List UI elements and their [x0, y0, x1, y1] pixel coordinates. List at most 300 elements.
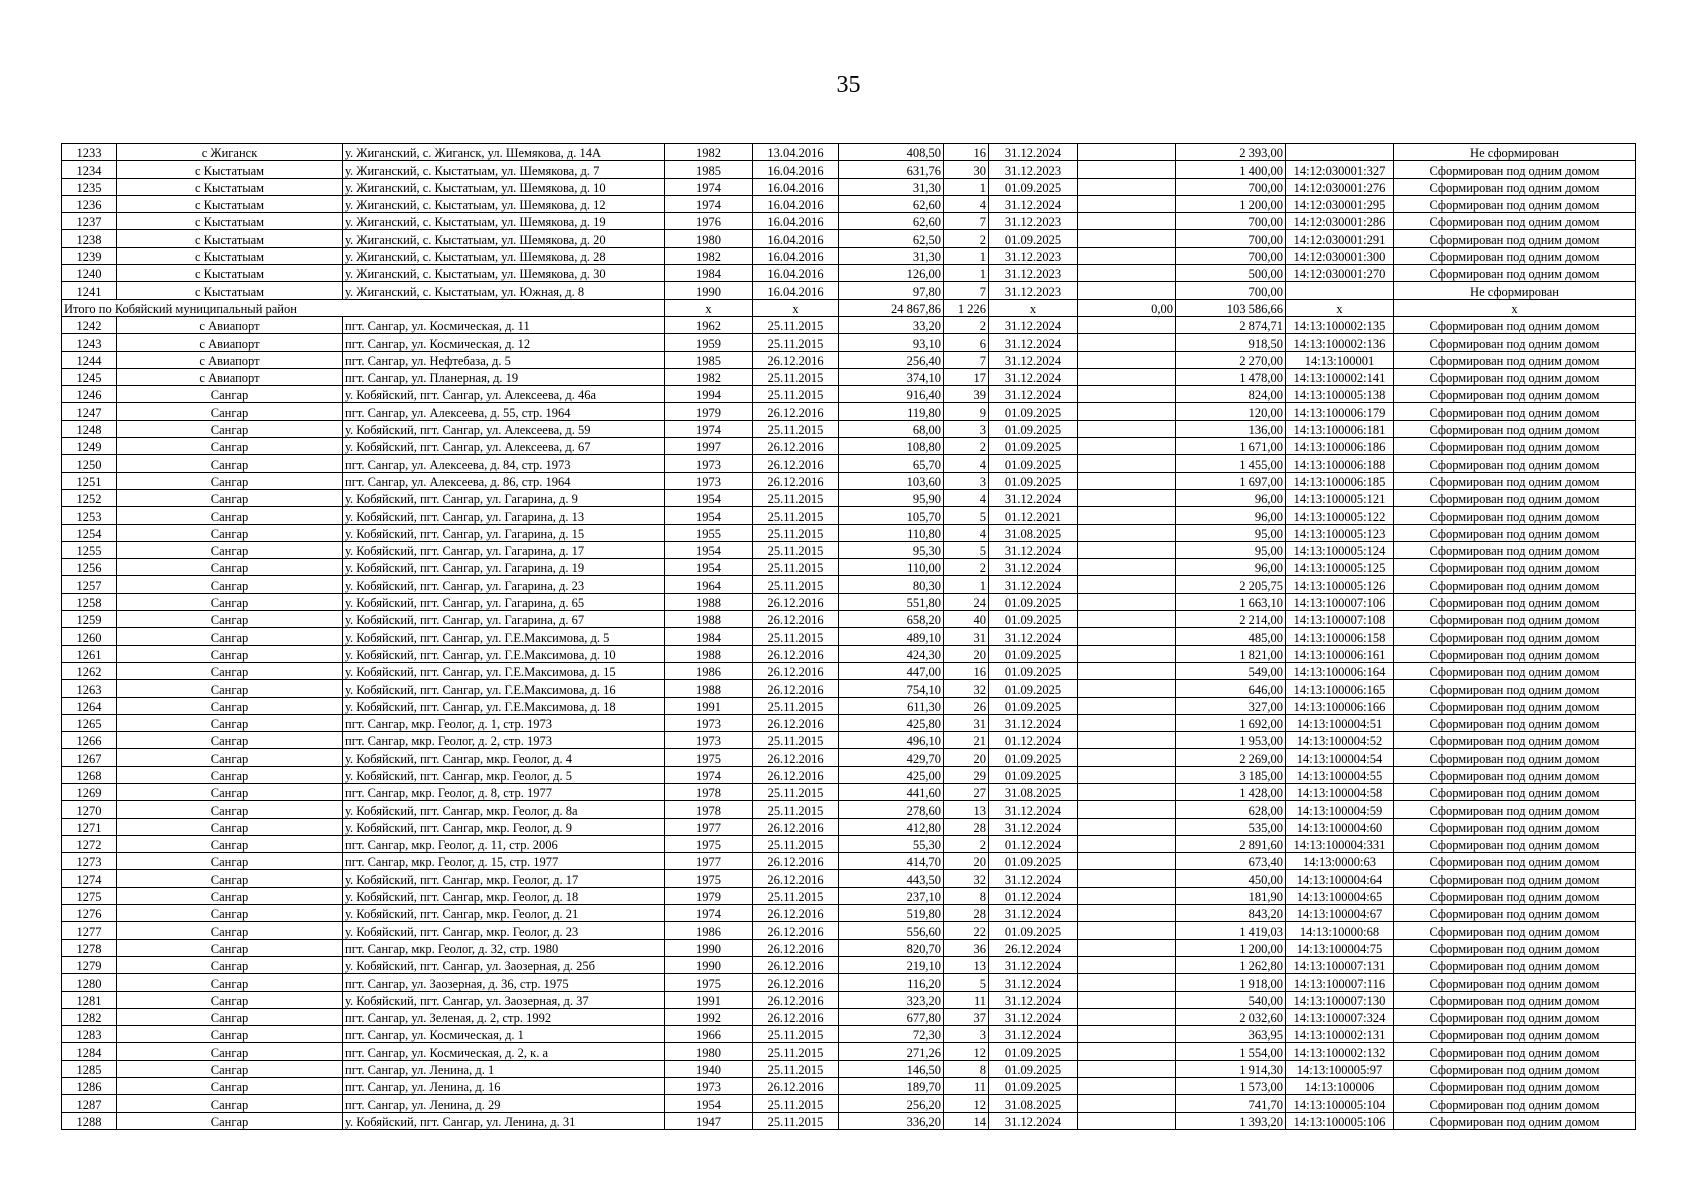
cell-settlement: Сангар [117, 455, 343, 472]
cell-empty-col [1078, 524, 1176, 541]
cell-row-number: 1282 [62, 1008, 117, 1025]
cell-cost: 549,00 [1176, 662, 1286, 679]
cell-area: 256,40 [839, 351, 944, 368]
cell-empty-col [1078, 697, 1176, 714]
table-row [62, 386, 1636, 403]
cell-address: у. Кобяйский, пгт. Сангар, ул. Г.Е.Максимова, д. 16 [343, 680, 665, 697]
cell-recognition-date: 25.11.2015 [753, 334, 839, 351]
cell-land-status: Сформирован под одним домом [1394, 749, 1636, 766]
housing-register-table [61, 143, 1636, 1130]
cell-area: 108,80 [839, 438, 944, 455]
cell-residents: 2 [944, 559, 989, 576]
table-row [62, 714, 1636, 731]
cell-year-built: 1975 [665, 974, 753, 991]
cell-land-status: Сформирован под одним домом [1394, 766, 1636, 783]
table-row [62, 922, 1636, 939]
cell-recognition-date: 26.12.2016 [753, 922, 839, 939]
cell-residents: 6 [944, 334, 989, 351]
cell-address: у. Кобяйский, пгт. Сангар, ул. Г.Е.Максимова, д. 5 [343, 628, 665, 645]
cell-year-built: 1962 [665, 316, 753, 333]
cell-land-status: Сформирован под одним домом [1394, 213, 1636, 230]
cell-year-built: 1984 [665, 628, 753, 645]
cell-year-built: 1974 [665, 420, 753, 437]
cell-empty-col [1078, 887, 1176, 904]
cell-resettlement-term: 31.12.2024 [989, 714, 1078, 731]
cell-cadastral-number: 14:13:100006:186 [1286, 438, 1394, 455]
cell-land-status: Сформирован под одним домом [1394, 1060, 1636, 1077]
cell-resettlement-term: 01.09.2025 [989, 472, 1078, 489]
cell-cadastral-number: 14:13:100007:324 [1286, 1008, 1394, 1025]
cell-cost: 1 918,00 [1176, 974, 1286, 991]
table-row [62, 541, 1636, 558]
cell-empty-col [1078, 1078, 1176, 1095]
cell-cost: 2 270,00 [1176, 351, 1286, 368]
cell-empty-col [1078, 507, 1176, 524]
cell-area: 68,00 [839, 420, 944, 437]
cell-area: 62,60 [839, 195, 944, 212]
cell-recognition-date: 25.11.2015 [753, 1112, 839, 1129]
cell-land-status: Сформирован под одним домом [1394, 732, 1636, 749]
table-row [62, 438, 1636, 455]
cell-residents: 32 [944, 870, 989, 887]
cell-residents: 17 [944, 368, 989, 385]
cell-row-number: 1275 [62, 887, 117, 904]
cell-year-built: 1994 [665, 386, 753, 403]
cell-row-number: 1272 [62, 835, 117, 852]
cell-empty-col [1078, 783, 1176, 800]
cell-land-status: Сформирован под одним домом [1394, 316, 1636, 333]
cell-settlement: Сангар [117, 766, 343, 783]
cell-address: у. Кобяйский, пгт. Сангар, ул. Г.Е.Максимова, д. 10 [343, 645, 665, 662]
cell-year-built: 1988 [665, 645, 753, 662]
cell-resettlement-term: 01.09.2025 [989, 662, 1078, 679]
cell-settlement: Сангар [117, 714, 343, 731]
cell-cadastral-number: 14:13:100006:166 [1286, 697, 1394, 714]
table-row [62, 835, 1636, 852]
cell-address: у. Жиганский, с. Кыстатыам, ул. Шемякова, д. 10 [343, 178, 665, 195]
cell-row-number: 1264 [62, 697, 117, 714]
cell-address: у. Кобяйский, пгт. Сангар, ул. Гагарина, д. 15 [343, 524, 665, 541]
cell-year-built: 1982 [665, 247, 753, 264]
cell-empty-col [1078, 455, 1176, 472]
cell-residents: 1 [944, 576, 989, 593]
cell-row-number: 1251 [62, 472, 117, 489]
cell-year-built: 1988 [665, 680, 753, 697]
cell-address: пгт. Сангар, мкр. Геолог, д. 2, стр. 1973 [343, 732, 665, 749]
cell-cost: 700,00 [1176, 247, 1286, 264]
cell-area: 62,60 [839, 213, 944, 230]
cell-cost: 2 032,60 [1176, 1008, 1286, 1025]
cell-cost: 1 200,00 [1176, 195, 1286, 212]
cell-residents: 1 [944, 247, 989, 264]
cell-land-status: Сформирован под одним домом [1394, 472, 1636, 489]
cell-cost: 450,00 [1176, 870, 1286, 887]
cell-empty-col [1078, 801, 1176, 818]
cell-settlement: Сангар [117, 870, 343, 887]
cell-row-number: 1253 [62, 507, 117, 524]
cell-cadastral-number: 14:13:100005:124 [1286, 541, 1394, 558]
cell-year-built: 1954 [665, 489, 753, 506]
cell-empty-col [1078, 576, 1176, 593]
cell-year-built: 1985 [665, 351, 753, 368]
cell-settlement: Сангар [117, 801, 343, 818]
cell-settlement: Сангар [117, 645, 343, 662]
cell-recognition-date: 16.04.2016 [753, 265, 839, 282]
cell-land-status: Сформирован под одним домом [1394, 628, 1636, 645]
table-row [62, 628, 1636, 645]
cell-recognition-date: 25.11.2015 [753, 1060, 839, 1077]
cell-area: 412,80 [839, 818, 944, 835]
cell-cost: 1 821,00 [1176, 645, 1286, 662]
cell-land-status: Сформирован под одним домом [1394, 559, 1636, 576]
cell-empty-col [1078, 870, 1176, 887]
cell-area: 429,70 [839, 749, 944, 766]
table-row [62, 576, 1636, 593]
cell-resettlement-term: 31.12.2023 [989, 247, 1078, 264]
cell-cost: 96,00 [1176, 507, 1286, 524]
cell-cadastral-number: 14:13:100001 [1286, 351, 1394, 368]
total-status: x [1394, 299, 1636, 316]
cell-area: 80,30 [839, 576, 944, 593]
cell-resettlement-term: 01.09.2025 [989, 922, 1078, 939]
cell-year-built: 1980 [665, 1043, 753, 1060]
cell-residents: 7 [944, 282, 989, 299]
cell-settlement: Сангар [117, 1078, 343, 1095]
cell-residents: 1 [944, 178, 989, 195]
cell-row-number: 1281 [62, 991, 117, 1008]
cell-recognition-date: 26.12.2016 [753, 818, 839, 835]
cell-settlement: Сангар [117, 1008, 343, 1025]
cell-empty-col [1078, 265, 1176, 282]
cell-area: 31,30 [839, 178, 944, 195]
table-row [62, 611, 1636, 628]
cell-row-number: 1268 [62, 766, 117, 783]
cell-recognition-date: 26.12.2016 [753, 939, 839, 956]
table-row [62, 749, 1636, 766]
cell-area: 631,76 [839, 161, 944, 178]
cell-row-number: 1236 [62, 195, 117, 212]
cell-year-built: 1947 [665, 1112, 753, 1129]
table-body-kobyaysky [62, 316, 1636, 1129]
cell-cadastral-number: 14:12:030001:270 [1286, 265, 1394, 282]
cell-area: 489,10 [839, 628, 944, 645]
cell-settlement: Сангар [117, 749, 343, 766]
cell-resettlement-term: 01.09.2025 [989, 1043, 1078, 1060]
cell-year-built: 1974 [665, 766, 753, 783]
cell-recognition-date: 26.12.2016 [753, 1078, 839, 1095]
cell-empty-col [1078, 1026, 1176, 1043]
table-row [62, 783, 1636, 800]
cell-empty-col [1078, 680, 1176, 697]
cell-residents: 26 [944, 697, 989, 714]
cell-recognition-date: 26.12.2016 [753, 438, 839, 455]
cell-resettlement-term: 01.09.2025 [989, 403, 1078, 420]
table-row [62, 282, 1636, 299]
cell-settlement: Сангар [117, 420, 343, 437]
cell-recognition-date: 25.11.2015 [753, 489, 839, 506]
cell-residents: 20 [944, 749, 989, 766]
cell-settlement: с Кыстатыам [117, 265, 343, 282]
cell-land-status: Сформирован под одним домом [1394, 680, 1636, 697]
cell-resettlement-term: 01.12.2021 [989, 507, 1078, 524]
cell-area: 443,50 [839, 870, 944, 887]
cell-cost: 918,50 [1176, 334, 1286, 351]
cell-settlement: с Авиапорт [117, 334, 343, 351]
cell-area: 93,10 [839, 334, 944, 351]
cell-resettlement-term: 01.09.2025 [989, 1078, 1078, 1095]
cell-area: 146,50 [839, 1060, 944, 1077]
cell-residents: 3 [944, 472, 989, 489]
cell-recognition-date: 25.11.2015 [753, 386, 839, 403]
table-row [62, 178, 1636, 195]
cell-area: 65,70 [839, 455, 944, 472]
cell-resettlement-term: 01.09.2025 [989, 420, 1078, 437]
table-row [62, 316, 1636, 333]
cell-cadastral-number: 14:13:100005:126 [1286, 576, 1394, 593]
table-row [62, 489, 1636, 506]
cell-land-status: Сформирован под одним домом [1394, 1026, 1636, 1043]
cell-year-built: 1985 [665, 161, 753, 178]
cell-empty-col [1078, 645, 1176, 662]
cell-cadastral-number: 14:13:100004:67 [1286, 905, 1394, 922]
cell-year-built: 1973 [665, 1078, 753, 1095]
cell-cadastral-number: 14:13:100005:123 [1286, 524, 1394, 541]
cell-settlement: Сангар [117, 1060, 343, 1077]
cell-row-number: 1241 [62, 282, 117, 299]
cell-cost: 136,00 [1176, 420, 1286, 437]
table-row [62, 195, 1636, 212]
cell-cadastral-number: 14:12:030001:286 [1286, 213, 1394, 230]
cell-cadastral-number [1286, 144, 1394, 161]
cell-settlement: с Авиапорт [117, 368, 343, 385]
cell-row-number: 1280 [62, 974, 117, 991]
cell-resettlement-term: 31.12.2024 [989, 489, 1078, 506]
cell-residents: 16 [944, 144, 989, 161]
cell-area: 126,00 [839, 265, 944, 282]
cell-cost: 741,70 [1176, 1095, 1286, 1112]
table-row [62, 334, 1636, 351]
cell-land-status: Сформирован под одним домом [1394, 645, 1636, 662]
cell-empty-col [1078, 541, 1176, 558]
cell-row-number: 1243 [62, 334, 117, 351]
cell-cadastral-number: 14:12:030001:295 [1286, 195, 1394, 212]
cell-year-built: 1978 [665, 783, 753, 800]
cell-row-number: 1263 [62, 680, 117, 697]
cell-land-status: Сформирован под одним домом [1394, 161, 1636, 178]
cell-area: 414,70 [839, 853, 944, 870]
cell-row-number: 1273 [62, 853, 117, 870]
total-label: Итого по Кобяйский муниципальный район [62, 299, 665, 316]
cell-land-status: Сформирован под одним домом [1394, 230, 1636, 247]
table-row [62, 403, 1636, 420]
cell-year-built: 1973 [665, 714, 753, 731]
cell-residents: 12 [944, 1095, 989, 1112]
cell-recognition-date: 25.11.2015 [753, 835, 839, 852]
cell-land-status: Не сформирован [1394, 282, 1636, 299]
cell-empty-col [1078, 195, 1176, 212]
cell-cost: 3 185,00 [1176, 766, 1286, 783]
cell-address: пгт. Сангар, ул. Алексеева, д. 84, стр. 1973 [343, 455, 665, 472]
cell-address: у. Жиганский, с. Жиганск, ул. Шемякова, д. 14А [343, 144, 665, 161]
cell-cadastral-number: 14:13:100004:75 [1286, 939, 1394, 956]
cell-address: пгт. Сангар, ул. Ленина, д. 1 [343, 1060, 665, 1077]
cell-area: 323,20 [839, 991, 944, 1008]
cell-year-built: 1979 [665, 403, 753, 420]
cell-settlement: Сангар [117, 887, 343, 904]
cell-residents: 13 [944, 956, 989, 973]
cell-residents: 4 [944, 524, 989, 541]
table-row [62, 455, 1636, 472]
cell-row-number: 1274 [62, 870, 117, 887]
total-year: x [665, 299, 753, 316]
cell-year-built: 1975 [665, 749, 753, 766]
cell-resettlement-term: 01.09.2025 [989, 593, 1078, 610]
cell-area: 425,80 [839, 714, 944, 731]
cell-land-status: Сформирован под одним домом [1394, 351, 1636, 368]
cell-settlement: Сангар [117, 853, 343, 870]
cell-settlement: Сангар [117, 939, 343, 956]
cell-row-number: 1233 [62, 144, 117, 161]
cell-empty-col [1078, 922, 1176, 939]
table-row [62, 593, 1636, 610]
cell-area: 271,26 [839, 1043, 944, 1060]
cell-year-built: 1940 [665, 1060, 753, 1077]
cell-row-number: 1249 [62, 438, 117, 455]
cell-settlement: Сангар [117, 1043, 343, 1060]
cell-recognition-date: 25.11.2015 [753, 628, 839, 645]
cell-empty-col [1078, 835, 1176, 852]
cell-year-built: 1991 [665, 991, 753, 1008]
cell-empty-col [1078, 230, 1176, 247]
cell-cadastral-number: 14:13:100004:55 [1286, 766, 1394, 783]
cell-land-status: Сформирован под одним домом [1394, 835, 1636, 852]
cell-settlement: Сангар [117, 559, 343, 576]
cell-land-status: Сформирован под одним домом [1394, 939, 1636, 956]
cell-area: 658,20 [839, 611, 944, 628]
cell-cost: 95,00 [1176, 541, 1286, 558]
cell-land-status: Сформирован под одним домом [1394, 403, 1636, 420]
cell-settlement: Сангар [117, 732, 343, 749]
cell-area: 916,40 [839, 386, 944, 403]
cell-cost: 1 671,00 [1176, 438, 1286, 455]
cell-cost: 628,00 [1176, 801, 1286, 818]
cell-land-status: Сформирован под одним домом [1394, 905, 1636, 922]
cell-settlement: Сангар [117, 386, 343, 403]
cell-empty-col [1078, 749, 1176, 766]
cell-empty-col [1078, 472, 1176, 489]
cell-cost: 1 663,10 [1176, 593, 1286, 610]
table-row [62, 213, 1636, 230]
cell-cadastral-number: 14:13:100004:58 [1286, 783, 1394, 800]
cell-recognition-date: 25.11.2015 [753, 368, 839, 385]
cell-area: 447,00 [839, 662, 944, 679]
cell-resettlement-term: 01.09.2025 [989, 697, 1078, 714]
cell-address: у. Кобяйский, пгт. Сангар, ул. Ленина, д. 31 [343, 1112, 665, 1129]
cell-cost: 2 205,75 [1176, 576, 1286, 593]
cell-settlement: Сангар [117, 835, 343, 852]
cell-address: у. Кобяйский, пгт. Сангар, мкр. Геолог, д. 5 [343, 766, 665, 783]
cell-residents: 2 [944, 835, 989, 852]
cell-year-built: 1974 [665, 178, 753, 195]
cell-resettlement-term: 01.09.2025 [989, 766, 1078, 783]
cell-residents: 36 [944, 939, 989, 956]
cell-cost: 500,00 [1176, 265, 1286, 282]
cell-row-number: 1270 [62, 801, 117, 818]
cell-year-built: 1977 [665, 853, 753, 870]
cell-residents: 9 [944, 403, 989, 420]
cell-area: 441,60 [839, 783, 944, 800]
cell-area: 31,30 [839, 247, 944, 264]
cell-address: у. Кобяйский, пгт. Сангар, мкр. Геолог, д. 21 [343, 905, 665, 922]
cell-residents: 27 [944, 783, 989, 800]
cell-row-number: 1245 [62, 368, 117, 385]
cell-row-number: 1252 [62, 489, 117, 506]
cell-area: 95,30 [839, 541, 944, 558]
table-row [62, 1078, 1636, 1095]
cell-settlement: Сангар [117, 974, 343, 991]
cell-address: у. Кобяйский, пгт. Сангар, ул. Гагарина, д. 23 [343, 576, 665, 593]
cell-cadastral-number: 14:13:100002:141 [1286, 368, 1394, 385]
cell-row-number: 1262 [62, 662, 117, 679]
cell-recognition-date: 25.11.2015 [753, 1095, 839, 1112]
cell-resettlement-term: 01.09.2025 [989, 178, 1078, 195]
cell-residents: 8 [944, 887, 989, 904]
cell-resettlement-term: 31.12.2023 [989, 161, 1078, 178]
cell-residents: 11 [944, 991, 989, 1008]
cell-empty-col [1078, 991, 1176, 1008]
cell-empty-col [1078, 213, 1176, 230]
cell-area: 556,60 [839, 922, 944, 939]
cell-empty-col [1078, 178, 1176, 195]
cell-residents: 31 [944, 714, 989, 731]
cell-settlement: Сангар [117, 507, 343, 524]
cell-residents: 5 [944, 507, 989, 524]
cell-row-number: 1260 [62, 628, 117, 645]
cell-cost: 1 419,03 [1176, 922, 1286, 939]
cell-cost: 1 200,00 [1176, 939, 1286, 956]
cell-residents: 12 [944, 1043, 989, 1060]
cell-address: у. Кобяйский, пгт. Сангар, мкр. Геолог, д. 23 [343, 922, 665, 939]
cell-resettlement-term: 31.12.2024 [989, 905, 1078, 922]
cell-row-number: 1267 [62, 749, 117, 766]
cell-settlement: Сангар [117, 697, 343, 714]
cell-address: у. Кобяйский, пгт. Сангар, мкр. Геолог, д. 17 [343, 870, 665, 887]
cell-resettlement-term: 31.12.2024 [989, 144, 1078, 161]
cell-land-status: Сформирован под одним домом [1394, 541, 1636, 558]
total-residents: 1 226 [944, 299, 989, 316]
table-row [62, 524, 1636, 541]
cell-area: 677,80 [839, 1008, 944, 1025]
cell-settlement: Сангар [117, 524, 343, 541]
cell-empty-col [1078, 282, 1176, 299]
cell-recognition-date: 25.11.2015 [753, 524, 839, 541]
cell-address: пгт. Сангар, мкр. Геолог, д. 32, стр. 1980 [343, 939, 665, 956]
cell-year-built: 1982 [665, 368, 753, 385]
table-row [62, 368, 1636, 385]
cell-cost: 1 573,00 [1176, 1078, 1286, 1095]
cell-cost: 700,00 [1176, 230, 1286, 247]
cell-row-number: 1257 [62, 576, 117, 593]
cell-cadastral-number: 14:13:100004:52 [1286, 732, 1394, 749]
cell-recognition-date: 26.12.2016 [753, 351, 839, 368]
cell-cadastral-number: 14:13:100002:135 [1286, 316, 1394, 333]
cell-resettlement-term: 31.12.2024 [989, 801, 1078, 818]
cell-settlement: Сангар [117, 628, 343, 645]
cell-row-number: 1244 [62, 351, 117, 368]
cell-year-built: 1986 [665, 662, 753, 679]
cell-settlement: с Кыстатыам [117, 195, 343, 212]
cell-area: 278,60 [839, 801, 944, 818]
